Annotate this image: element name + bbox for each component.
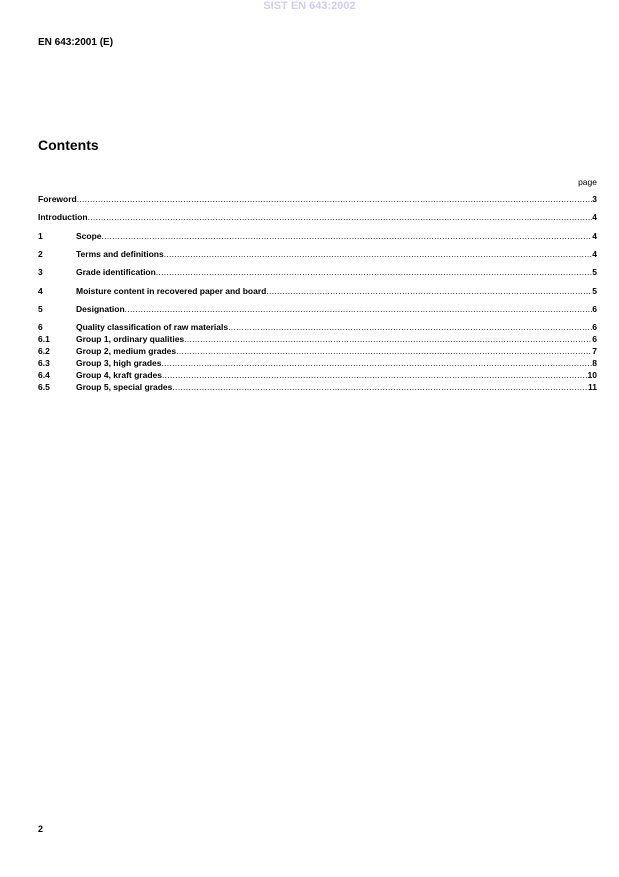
toc-entry[interactable] — [38, 212, 597, 222]
page-title: Contents — [38, 137, 99, 153]
toc-entry-title: Designation — [76, 304, 125, 314]
toc-entry[interactable] — [38, 249, 597, 259]
watermark: SIST EN 643:2002 — [263, 0, 356, 12]
toc-entry[interactable] — [38, 267, 597, 277]
toc-entry[interactable] — [38, 304, 597, 314]
toc-entry-title: Moisture content in recovered paper and board — [76, 286, 267, 296]
toc-entry-number: 6.4 — [38, 370, 50, 380]
toc-entry[interactable] — [38, 322, 597, 332]
toc-entry-title: Grade identification — [76, 267, 156, 277]
dot-leader — [156, 267, 592, 277]
toc-entry[interactable] — [38, 382, 597, 392]
toc-entry-number: 6.3 — [38, 358, 50, 368]
toc-entry-page: 4 — [592, 249, 597, 259]
toc-entry[interactable] — [38, 358, 597, 368]
toc-entry-number: 6.1 — [38, 334, 50, 344]
toc-entry[interactable] — [38, 286, 597, 296]
dot-leader — [184, 334, 592, 344]
toc-entry-page: 6 — [592, 334, 597, 344]
toc-entry-number: 6 — [38, 322, 43, 332]
dot-leader — [88, 212, 593, 222]
dot-leader — [77, 194, 593, 204]
toc-entry[interactable] — [38, 346, 597, 356]
toc-entry-page: 4 — [592, 212, 597, 222]
toc-entry-title: Group 5, special grades — [76, 382, 173, 392]
toc-entry-page: 10 — [587, 370, 597, 380]
toc-entry-title: Foreword — [38, 194, 77, 204]
toc-entry-page: 6 — [592, 304, 597, 314]
toc-entry-page: 8 — [592, 358, 597, 368]
toc-entry-title: Introduction — [38, 212, 88, 222]
toc-entry[interactable] — [38, 194, 597, 204]
toc-entry-page: 7 — [592, 346, 597, 356]
page-column-label: page — [578, 177, 597, 187]
toc-entry-title: Group 4, kraft grades — [76, 370, 162, 380]
toc-entry[interactable] — [38, 334, 597, 344]
dot-leader — [162, 370, 588, 380]
page-number: 2 — [38, 824, 44, 834]
toc-entry-page: 4 — [592, 231, 597, 241]
toc-entry-number: 4 — [38, 286, 43, 296]
dot-leader — [266, 286, 592, 296]
toc-entry-number: 6.2 — [38, 346, 50, 356]
toc-entry-number: 1 — [38, 231, 43, 241]
dot-leader — [172, 382, 588, 392]
toc-entry-page: 5 — [592, 286, 597, 296]
toc-entry-title: Group 3, high grades — [76, 358, 162, 368]
toc-entry-title: Scope — [76, 231, 102, 241]
toc-entry-page: 6 — [592, 322, 597, 332]
dot-leader — [164, 249, 593, 259]
dot-leader — [161, 358, 592, 368]
document-header: EN 643:2001 (E) — [38, 37, 114, 48]
dot-leader — [176, 346, 592, 356]
toc-entry-page: 5 — [592, 267, 597, 277]
toc-entry-number: 5 — [38, 304, 43, 314]
dot-leader — [125, 304, 593, 314]
toc-entry-number: 6.5 — [38, 382, 50, 392]
toc-entry-title: Terms and definitions — [76, 249, 164, 259]
toc-entry-title: Group 2, medium grades — [76, 346, 177, 356]
toc-entry-number: 2 — [38, 249, 43, 259]
dot-leader — [102, 231, 593, 241]
toc-entry[interactable] — [38, 231, 597, 241]
toc-entry[interactable] — [38, 370, 597, 380]
dot-leader — [228, 322, 592, 332]
toc-entry-title: Group 1, ordinary qualities — [76, 334, 185, 344]
toc-entry-number: 3 — [38, 267, 43, 277]
toc-entry-page: 11 — [588, 382, 597, 392]
toc-entry-page: 3 — [592, 194, 597, 204]
toc-entry-title: Quality classification of raw materials — [76, 322, 229, 332]
